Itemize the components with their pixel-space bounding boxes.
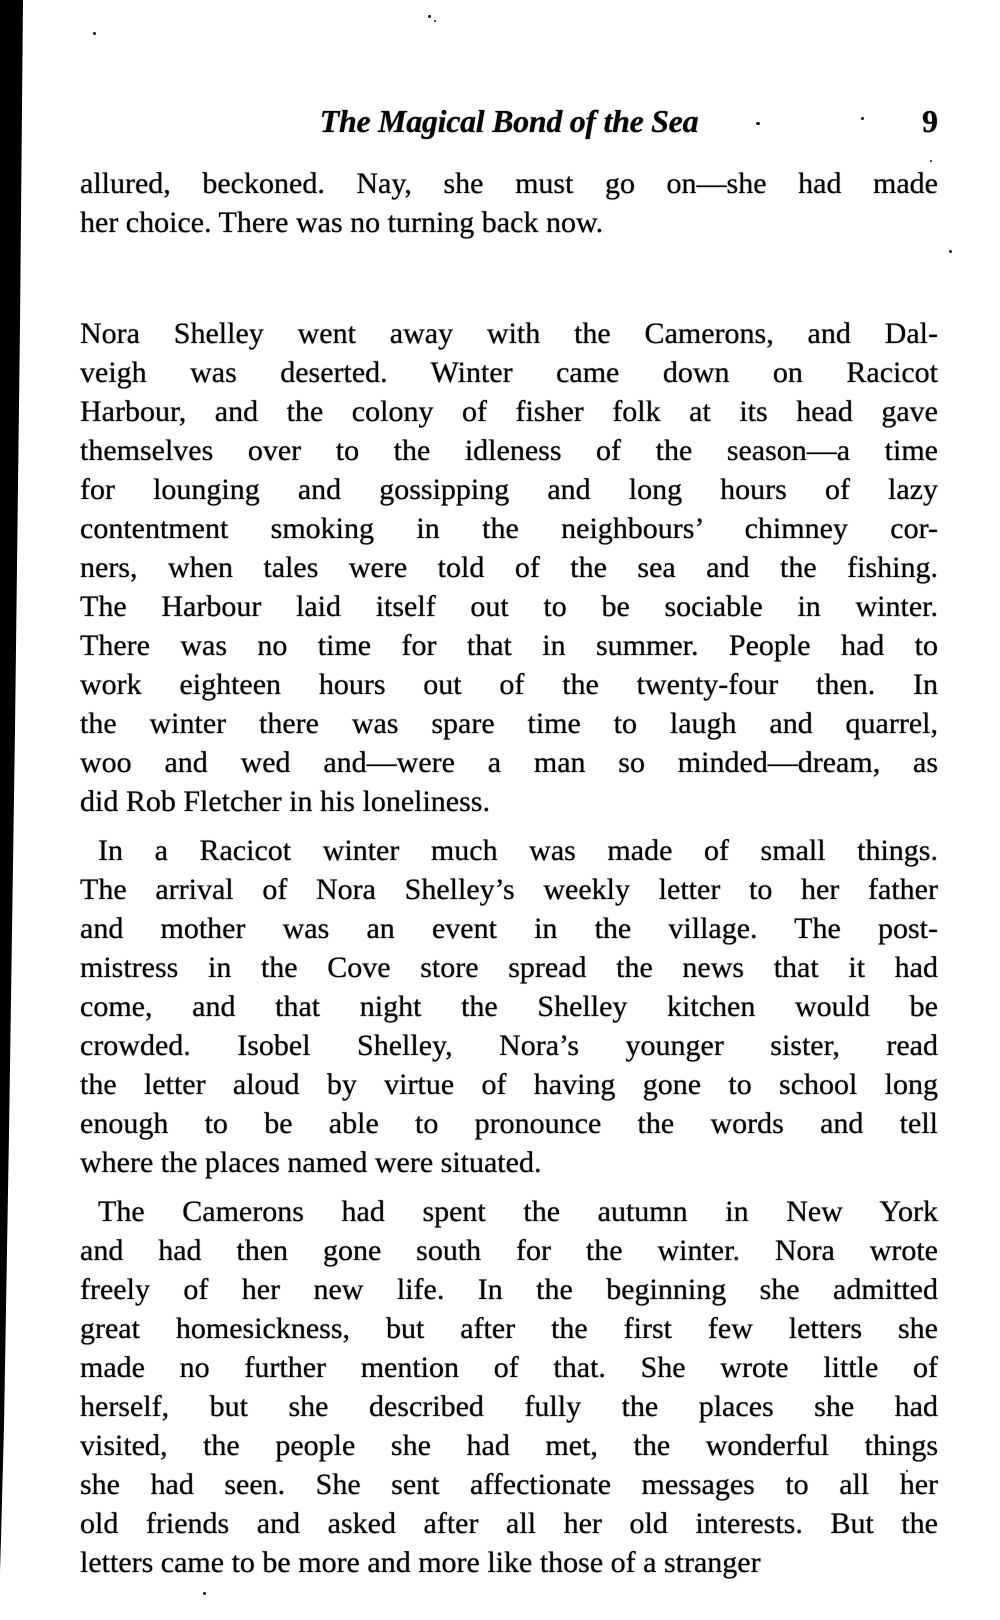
text-line: and mother was an event in the village. The post- bbox=[80, 912, 938, 945]
page-header bbox=[80, 100, 938, 142]
text-line: freely of her new life. In the beginning she admitted bbox=[80, 1273, 938, 1306]
text-line: the winter there was spare time to laugh and quarrel, bbox=[80, 707, 938, 740]
text-line: ners, when tales were told of the sea and the fishing. bbox=[80, 551, 938, 584]
text-line: allured, beckoned. Nay, she must go on—she had made bbox=[80, 167, 938, 200]
text-line: she had seen. She sent affectionate messages to all her bbox=[80, 1468, 938, 1501]
text-line: The Camerons had spent the autumn in New York bbox=[98, 1195, 938, 1228]
text-line: and had then gone south for the winter. Nora wrote bbox=[80, 1234, 938, 1267]
scan-speck bbox=[930, 160, 932, 162]
scan-speck bbox=[93, 32, 96, 35]
page-number: 9 bbox=[922, 103, 938, 139]
text-line: Harbour, and the colony of fisher folk at its head gave bbox=[80, 395, 938, 428]
text-line: where the places named were situated. bbox=[80, 1146, 542, 1179]
text-line: work eighteen hours out of the twenty-four then. In bbox=[80, 668, 938, 701]
text-line: Nora Shelley went away with the Camerons, and Dal- bbox=[80, 317, 938, 350]
scan-speck bbox=[428, 15, 431, 18]
text-line: veigh was deserted. Winter came down on Racicot bbox=[80, 356, 938, 389]
scan-speck bbox=[434, 20, 436, 22]
scan-speck bbox=[949, 250, 952, 253]
page-body bbox=[80, 164, 938, 1582]
scan-speck bbox=[203, 1592, 206, 1595]
text-line: for lounging and gossipping and long hours of lazy bbox=[80, 473, 938, 506]
paragraph bbox=[80, 164, 938, 242]
text-line: great homesickness, but after the first few letters she bbox=[80, 1312, 938, 1345]
text-line: made no further mention of that. She wrote little of bbox=[80, 1351, 938, 1384]
text-line: The Harbour laid itself out to be sociable in winter. bbox=[80, 590, 938, 623]
text-line: contentment smoking in the neighbours’ chimney cor- bbox=[80, 512, 938, 545]
text-line: In a Racicot winter much was made of small things. bbox=[98, 834, 938, 867]
text-line: did Rob Fletcher in his loneliness. bbox=[80, 785, 490, 818]
paragraph bbox=[80, 831, 938, 1182]
text-line: come, and that night the Shelley kitchen would be bbox=[80, 990, 938, 1023]
text-line: themselves over to the idleness of the season—a time bbox=[80, 434, 938, 467]
paragraph bbox=[80, 314, 938, 821]
text-line: enough to be able to pronounce the words and tell bbox=[80, 1107, 938, 1140]
text-line: visited, the people she had met, the wonderful things bbox=[80, 1429, 938, 1462]
text-line: letters came to be more and more like those of a stranger bbox=[80, 1546, 761, 1579]
running-title: The Magical Bond of the Sea bbox=[319, 103, 699, 139]
text-line: crowded. Isobel Shelley, Nora’s younger sister, read bbox=[80, 1029, 938, 1062]
text-line: The arrival of Nora Shelley’s weekly letter to her father bbox=[80, 873, 938, 906]
text-line: There was no time for that in summer. People had to bbox=[80, 629, 938, 662]
text-line: her choice. There was no turning back now. bbox=[80, 206, 604, 239]
text-line: the letter aloud by virtue of having gone to school long bbox=[80, 1068, 938, 1101]
text-line: mistress in the Cove store spread the news that it had bbox=[80, 951, 938, 984]
text-line: herself, but she described fully the places she had bbox=[80, 1390, 938, 1423]
text-line: woo and wed and—were a man so minded—dream, as bbox=[80, 746, 938, 779]
paragraph bbox=[80, 1192, 938, 1582]
scan-gutter-shadow bbox=[0, 0, 26, 1620]
text-line: old friends and asked after all her old interests. But the bbox=[80, 1507, 938, 1540]
